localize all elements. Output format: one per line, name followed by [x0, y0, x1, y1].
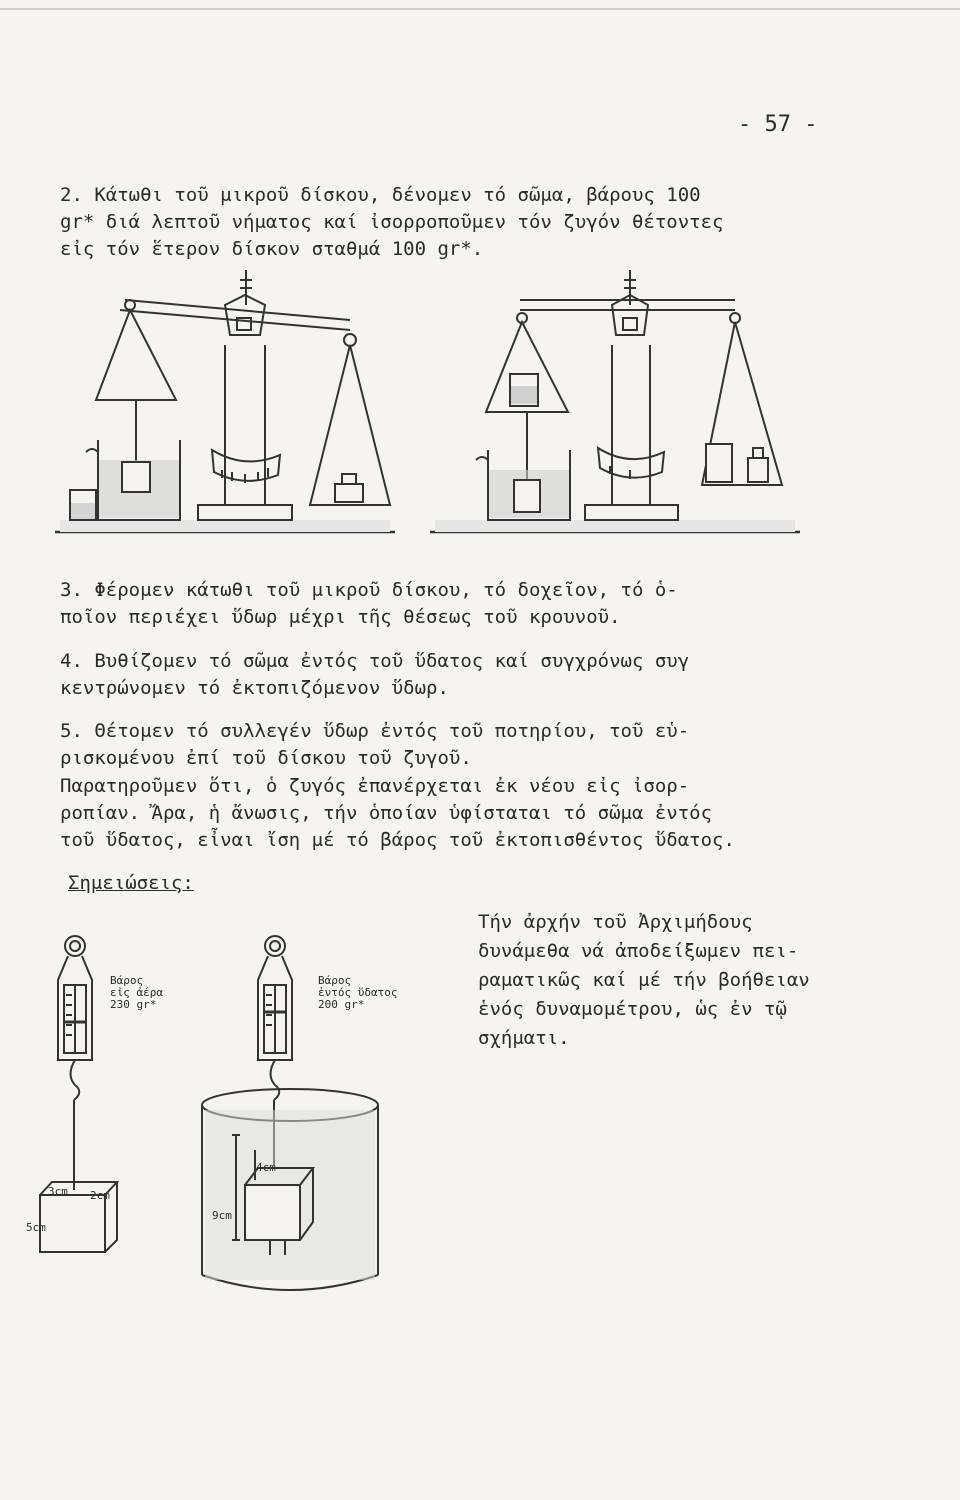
- label-cube-top: 3cm: [48, 1185, 68, 1198]
- notes-text: Τήν ἀρχήν τοῦ Ἀρχιμήδους δυνάμεθα νά ἀποδείξωμεν πει- ραματικῶς καί μέ τήν βοήθειαν ἑνός δυναμομέτρου, ὡς ἐν τῷ σχήματι.: [478, 911, 810, 1049]
- label-cube-depth-large: 9cm: [212, 1209, 232, 1222]
- paragraph-step-3: 3. Φέρομεν κάτωθι τοῦ μικροῦ δίσκου, τό δοχεῖον, τό ὁ- ποῖον περιέχει ὕδωρ μέχρι τῆς θέσεως τοῦ κρουνοῦ.: [60, 579, 678, 628]
- dynamometer-left: [40, 936, 117, 1252]
- right-balance: [430, 270, 800, 532]
- paragraph-conclusion: Παρατηροῦμεν ὅτι, ὁ ζυγός ἐπανέρχεται ἐκ νέου εἰς ἰσορ- ροπίαν. Ἄρα, ἡ ἄνωσις, τήν ὁποίαν ὑφίσταται τό σῶμα ἐντός τοῦ ὕδατος, εἶναι ἴση μέ τό βάρος τοῦ ἐκτοπισθέντος ὕδατος.: [60, 775, 735, 851]
- notes-heading: Σημειώσεις:: [68, 872, 194, 894]
- label-cube-side: 2cm: [90, 1189, 110, 1202]
- page-number: - 57 -: [738, 112, 818, 137]
- paragraph-step-2: 2. Κάτωθι τοῦ μικροῦ δίσκου, δένομεν τό σῶμα, βάρους 100 gr* διά λεπτοῦ νήματος καί ἰσορροποῦμεν τόν ζυγόν θέτοντες εἰς τόν ἕτερον δίσκον σταθμά 100 gr*.: [60, 184, 724, 260]
- label-weight-in-air: Βάρος εἰς ἀέρα 230 gr*: [110, 974, 163, 1011]
- left-balance: [55, 270, 395, 532]
- paragraph-step-5: 5. Θέτομεν τό συλλεγέν ὕδωρ ἐντός τοῦ ποτηρίου, τοῦ εὑ- ρισκομένου ἐπί τοῦ δίσκου τοῦ ζυγοῦ.: [60, 720, 690, 769]
- paragraph-step-4: 4. Βυθίζομεν τό σῶμα ἐντός τοῦ ὕδατος καί συγχρόνως συγ κεντρώνομεν τό ἐκτοπιζόμενον ὕδωρ.: [60, 650, 690, 699]
- label-cube-depth-small: 4cm: [256, 1161, 276, 1174]
- label-weight-in-water: Βάρος ἐντός ὕδατος 200 gr*: [318, 974, 398, 1011]
- label-cube-height: 5cm: [26, 1221, 46, 1234]
